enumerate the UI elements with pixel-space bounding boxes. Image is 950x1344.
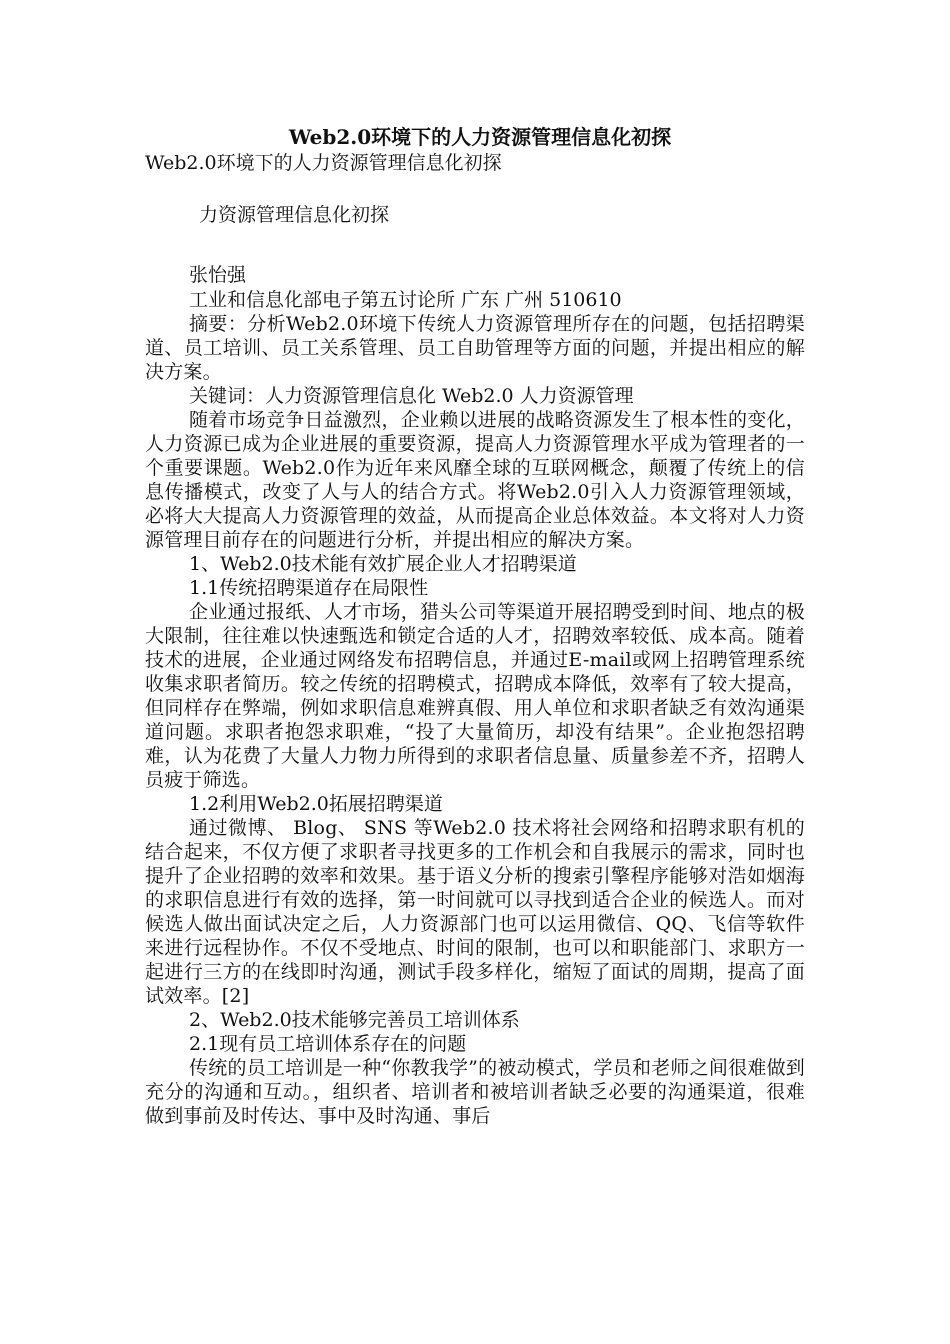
document-echo-title: 力资源管理信息化初探 bbox=[199, 204, 390, 226]
section-1-heading: 1、Web2.0技术能有效扩展企业人才招聘渠道 bbox=[189, 553, 577, 575]
document-page bbox=[145, 124, 805, 1128]
section-1-1-paragraph: 企业通过报纸、人才市场，猎头公司等渠道开展招聘受到时间、地点的极大限制，往往难以快速甄选和锁定合适的人才，招聘效率较低、成本高。随着技术的进展，企业通过网络发布招聘信息，并通过E-mail或网上招聘管理系统收集求职者简历。较之传统的招聘模式，招聘成本降低，效率有了较大提高，但同样存在弊端，例如求职信息难辨真假、用人单位和求职者缺乏有效沟通渠道问题。求职者抱怨求职难，“投了大量简历，却没有结果”。企业抱怨招聘难，认为花费了大量人力物力所得到的求职者信息量、质量参差不齐，招聘人员疲于筛选。 bbox=[145, 601, 805, 791]
section-1-2-heading: 1.2利用Web2.0拓展招聘渠道 bbox=[189, 793, 443, 815]
section-1-1-heading: 1.1传统招聘渠道存在局限性 bbox=[189, 577, 429, 599]
abstract-paragraph: 摘要：分析Web2.0环境下传统人力资源管理所存在的问题，包括招聘渠道、员工培训、员工关系管理、员工自助管理等方面的问题，并提出相应的解决方案。 bbox=[145, 313, 805, 383]
intro-paragraph: 随着市场竞争日益激烈，企业赖以进展的战略资源发生了根本性的变化，人力资源已成为企业进展的重要资源，提高人力资源管理水平成为管理者的一个重要课题。Web2.0作为近年来风靡全球的互联网概念，颠覆了传统上的信息传播模式，改变了人与人的结合方式。将Web2.0引入人力资源管理领域，必将大大提高人力资源管理的效益，从而提高企业总体效益。本文将对人力资源管理目前存在的问题进行分析，并提出相应的解决方案。 bbox=[145, 409, 805, 551]
section-2-heading: 2、Web2.0技术能够完善员工培训体系 bbox=[189, 1009, 520, 1031]
document-subtitle: Web2.0环境下的人力资源管理信息化初探 bbox=[145, 152, 502, 174]
author-name: 张怡强 bbox=[189, 264, 247, 286]
section-2-1-heading: 2.1现有员工培训体系存在的问题 bbox=[189, 1033, 467, 1055]
document-title: Web2.0环境下的人力资源管理信息化初探 bbox=[288, 125, 672, 149]
section-2-1-paragraph: 传统的员工培训是一种“你教我学”的被动模式，学员和老师之间很难做到充分的沟通和互动。，组织者、培训者和被培训者缺乏必要的沟通渠道，很难做到事前及时传达、事中及时沟通、事后 bbox=[145, 1057, 805, 1127]
section-1-2-paragraph: 通过微博、 Blog、 SNS 等Web2.0 技术将社会网络和招聘求职有机的结合起来，不仅方便了求职者寻找更多的工作机会和自我展示的需求，同时也提升了企业招聘的效率和效果。基于语义分析的搜索引擎程序能够对浩如烟海的求职信息进行有效的选择，第一时间就可以寻找到适合企业的候选人。而对候选人做出面试决定之后，人力资源部门也可以运用微信、QQ、飞信等软件来进行远程协作。不仅不受地点、时间的限制，也可以和职能部门、求职方一起进行三方的在线即时沟通，测试手段多样化，缩短了面试的周期，提高了面试效率。[2] bbox=[145, 817, 805, 1007]
keywords-line: 关键词：人力资源管理信息化 Web2.0 人力资源管理 bbox=[189, 385, 634, 407]
author-affiliation: 工业和信息化部电子第五讨论所 广东 广州 510610 bbox=[189, 289, 622, 311]
